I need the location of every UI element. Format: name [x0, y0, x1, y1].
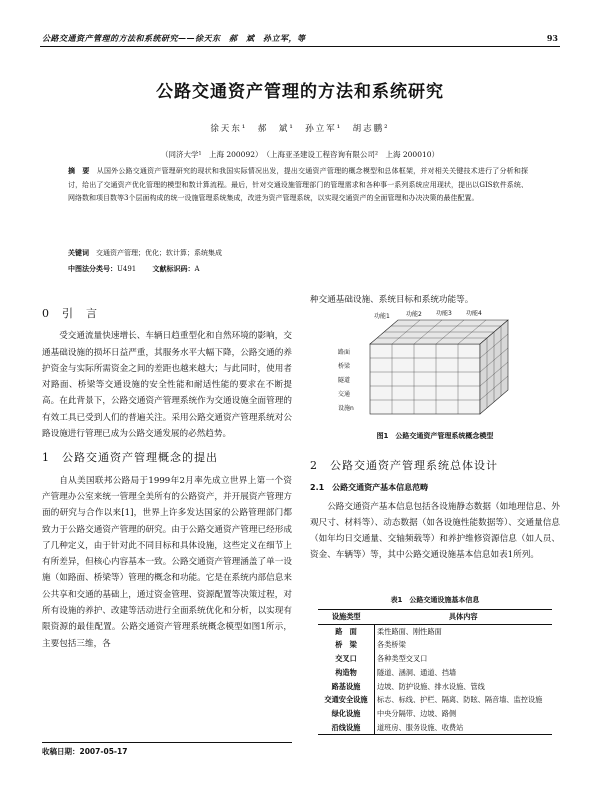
fig-side-label: 桥梁 — [338, 363, 351, 370]
paper-title: 公路交通资产管理的方法和系统研究 — [156, 82, 444, 102]
table-cell-type: 路基设施 — [318, 680, 375, 694]
table-cell-type: 桥 梁 — [318, 638, 375, 652]
table-cell-type: 路 面 — [318, 624, 375, 638]
abstract-label: 摘 要 — [68, 167, 90, 175]
table-caption: 表1 公路交通设施基本信息 — [390, 596, 480, 604]
section-1-paragraph: 自从美国联邦公路局于1999年2月率先成立世界上第一个资产管理办公室来统一管理全美所有的公路资产，并开展资产管理方面的研究与合作以来[1]，世界上许多发达国家的公路管理部门都致力于公路交通资产管理的研究。由于公路交通资产管理已经形成了几种定义，由于针对此不同目标和具体设施，这些定义在细节上有所差异，但核心内容基本一致。公路交通资产管理涵盖了单一设施（如路面、桥梁等）管理的概念和功能。它是在系统内部信息来公共享和交通的基础上，通过资金管理、资源配置等决策过程，对所有设施的养护、改建等活动进行全面系统优化和分析，以实现有限资源的最佳配置。公路交通资产管理系统概念模型如图1所示，主要包括三维，各 — [42, 475, 292, 649]
fig-side-label: 设施n — [338, 405, 354, 412]
fig-side-label: 路面 — [338, 349, 351, 356]
keywords-label: 关键词 — [68, 248, 89, 257]
classification — [68, 264, 528, 274]
concept-model-figure — [330, 310, 550, 420]
right-column-body — [310, 452, 560, 564]
table-row — [318, 680, 552, 694]
table-cell-type: 交通安全设施 — [318, 693, 375, 707]
abstract-text: 从国外公路交通资产管理研究的现状和我国实际情况出发，提出交通资产管理的概念模型和总体框架，并对相关关键技术进行了分析和探讨，给出了交通资产优化管理的模型和数计算流程。最后，针对交通设施管理部门的管理需求和各种事一系列系统应用现状，提出以GIS软件系统、网络数和项目数等3个层面构成的统一设施管理系统集成，改进为资产管理系统，以实现交通资产的全面管理和办决决策的最佳配置。 — [68, 167, 529, 202]
fig-top-label: 功能2 — [406, 311, 422, 318]
clc-label: 中图法分类号： — [68, 264, 117, 273]
keywords — [68, 248, 528, 258]
table-row — [318, 693, 552, 707]
authors: 徐天东¹ 郝 斌¹ 孙立军¹ 胡志鹏² — [210, 124, 390, 134]
header-rule — [40, 46, 560, 47]
table-cell-content: 隧道、涵洞、通道、挡墙 — [377, 667, 457, 677]
affiliations: （同济大学¹ 上海 200092） （上海亚圣建设工程咨询有限公司² 上海 200010） — [160, 150, 440, 159]
clc-value: U491 — [117, 265, 137, 273]
right-column-top — [310, 292, 560, 308]
section-0-paragraph: 受交通流量快速增长、车辆日趋重型化和自然环境的影响，交通基础设施的损坏日益严重，其服务水平大幅下降，公路交通的养护资金与实际所需资金之间的差距也越来越大；与此同时，使用者对路面、桥梁等交通设施的安全性能和耐适性能的要求在不断提高。在此背景下，公路交通资产管理系统作为交通设施全面管理的有效工具已受到人们的普遍关注。采用公路交通资产管理系统对公路设施进行管理已成为公路交通发展的必然趋势。 — [42, 331, 292, 440]
abstract — [68, 165, 528, 206]
doc-code-value: A — [194, 265, 200, 273]
fig-side-label: 隧道 — [338, 377, 351, 384]
section-0-title: 0 引 言 — [42, 307, 98, 320]
fig-side-label: 交通 — [338, 391, 351, 398]
table-cell-content: 标志、标线、护栏、隔离、防眩、隔音墙、监控设施 — [377, 695, 543, 705]
section-1-title: 1 公路交通资产管理概念的提出 — [42, 451, 218, 465]
table-cell-type: 绿化设施 — [318, 707, 375, 721]
running-header: 公路交通资产管理的方法和系统研究——徐天东 郝 斌 孙立军，等 — [42, 33, 306, 43]
fig-top-label: 功能3 — [436, 310, 452, 317]
table-cell-content: 边坡、防护设施、排水设施、管线 — [377, 681, 485, 691]
table-cell-content: 道班房、服务设施、收费站 — [375, 721, 553, 735]
table-row — [318, 638, 552, 652]
continued-text: 种交通基础设施、系统目标和系统功能等。 — [310, 295, 474, 305]
table-cell-content: 柔性路面、刚性路面 — [377, 626, 442, 636]
facility-table — [318, 609, 552, 735]
received-date: 收稿日期：2007-05-17 — [42, 742, 292, 757]
table-header: 设施类型 — [318, 610, 375, 625]
table-cell-type: 交叉口 — [318, 652, 375, 666]
table-cell-type: 构造物 — [318, 666, 375, 680]
table-row — [318, 707, 552, 721]
fig-top-label: 功能1 — [374, 313, 390, 320]
keywords-text: 交通资产管理；优化；软计算；系统集成 — [96, 249, 222, 257]
section-2-1-title: 2.1 公路交通资产基本信息范畴 — [310, 483, 429, 493]
page-number: 93 — [546, 33, 558, 43]
figure-caption: 图1 公路交通资产管理系统概念模型 — [376, 432, 494, 440]
table-cell-content: 中央分隔带、边坡、路侧 — [377, 708, 457, 718]
section-2-1-paragraph: 公路交通资产基本信息包括各设施静态数据（如地理信息、外观尺寸、材料等）、动态数据（如各设施性能数据等）、交通量信息（如年均日交通量、交轴频载等）和养护维修资源信息（如人员、资金、车辆等）等，其中公路交通设施基本信息如表1所列。 — [310, 501, 560, 561]
left-column — [42, 300, 292, 652]
table-row — [318, 666, 552, 680]
table-row — [318, 721, 552, 735]
doc-code-label: 文献标识码： — [152, 264, 195, 273]
table-cell-type: 沿线设施 — [318, 721, 375, 735]
fig-top-label: 功能4 — [466, 310, 482, 317]
table-cell-content: 各种类型交叉口 — [377, 654, 428, 664]
section-2-title: 2 公路交通资产管理系统总体设计 — [310, 459, 498, 472]
table-header: 具体内容 — [375, 610, 553, 625]
table-row — [318, 624, 552, 638]
table-cell-content: 各类桥梁 — [377, 640, 406, 650]
table-row — [318, 652, 552, 666]
